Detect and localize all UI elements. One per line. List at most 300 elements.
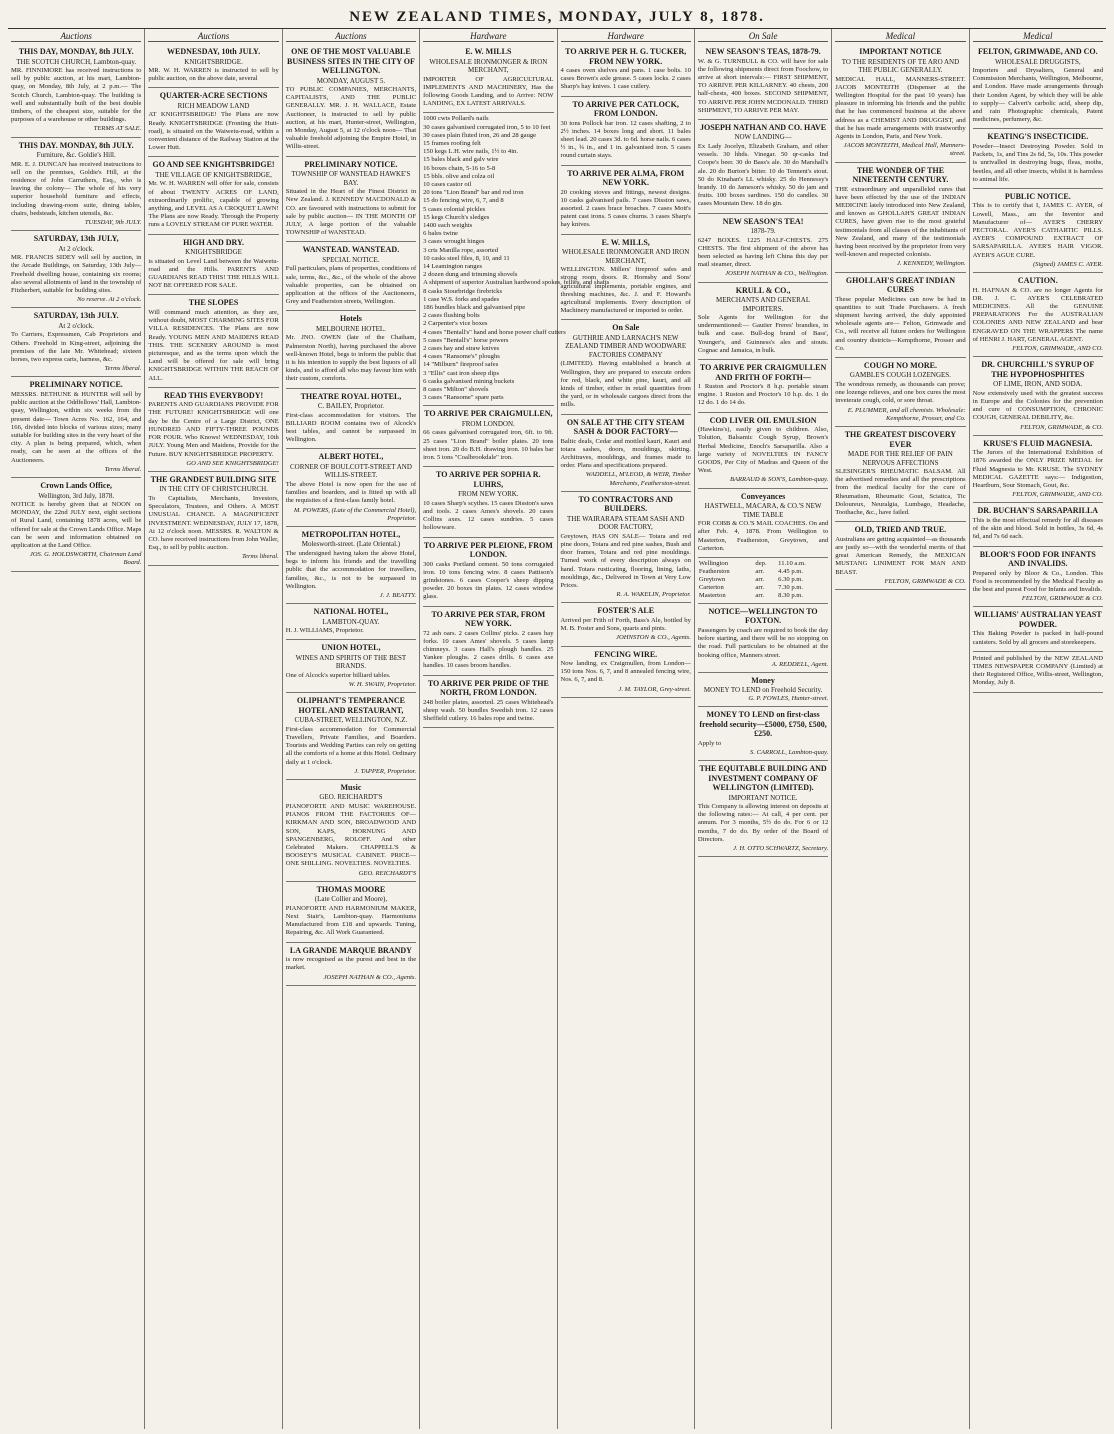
table-cell: Masterton	[698, 591, 726, 599]
table-row	[698, 592, 828, 600]
list-item: 2 dozen dung and trimming shovels	[423, 271, 518, 279]
ad-subtitle: CUBA-STREET, WELLINGTON, N.Z.	[294, 716, 408, 725]
ad-body: PIANOFORTE AND HARMONIUM MAKER, Next Stair's, Lambton-quay. Harmoniums Manufactured from £18 and upwards. Tuning, Repairing, &c. All Work Guaranteed.	[285, 904, 417, 937]
ad-subtitle: 1878-79.	[750, 227, 776, 236]
list-item: 4 cases "Bentall's" hand and horse power chaff cutters	[423, 328, 566, 336]
ad-body: Printed and published by the NEW ZEALAND TIMES NEWSPAPER COMPANY (Limited) at their Registered Office, Willis-street, Wellington, Monday, July 8.	[972, 654, 1103, 687]
ad-body: The wondrous remedy, as thousands can prove; one lozenge relieves, and one box cures the most inveterate cough, cold, or sore throat.	[835, 380, 966, 405]
ad-subtitle: LAMBTON-QUAY.	[322, 617, 380, 626]
list-item: 2 Carpenter's vice boxes	[423, 320, 488, 328]
ad-title: FELTON, GRIMWADE, AND CO.	[978, 47, 1098, 56]
advertisement	[561, 166, 691, 235]
ad-body: MR. FINNIMORE has received instructions to sell by public auction, at his mart, Lambton-quay, on Monday, 8th July, at 2 p.m.— The Scotch Church, Lambton-quay. The building is well and substantially built of the best double timbers, of the cheapest size, suitable for the purposes of a warehouse or other buildings.	[11, 67, 142, 124]
ad-signature: A. REDDELL, Agent.	[771, 660, 829, 668]
ad-body: Powder—Insect Destroying Powder. Sold in Packets, 1s, and Tins 2s 6d, 5s, 10s. This powder is unrivalled in destroying bugs, fleas, moths, beetles, and all other insects, whilst it is harmless to animal life.	[972, 142, 1103, 183]
advertisement	[561, 97, 691, 166]
advertisement	[561, 320, 691, 414]
table-cell: 11.10 a.m.	[778, 559, 806, 567]
column-header: Auctions	[148, 31, 278, 42]
ad-signature: R. A. WAKELIN, Proprietor.	[616, 591, 691, 599]
ad-title: THIS DAY, MONDAY, 8th JULY.	[18, 47, 134, 56]
ad-signature: FELTON, GRIMWADE & CO.	[1021, 595, 1103, 603]
ad-body: SLESINGER'S RHEUMATIC BALSAM. All the advertised remedies and all the prescriptions from the medical faculty for the cure of Rheumatism, Rheumatic Gout, Sciatica, Tic Doloureux, Neuralgia, Lumbago, Headache, Toothache, &c., have failed.	[835, 468, 966, 517]
list-item: 3 cases "Ransome" spare parts	[423, 394, 504, 402]
ad-body: MESSRS. BETHUNE & HUNTER will sell by public auction at the Oddfellows' Hall, Lambton-quay, Wellington, within six weeks from the present date— Town Acres No. 162, 164, and 166, divided into blocks of various sizes; many suitable for building sites in the very heart of the city. A plan is being prepared, which, when ready, can be seen at the offices of the Auctioneers.	[11, 390, 142, 464]
ad-signature: FELTON, GRIMWADE, AND CO.	[1012, 344, 1103, 352]
ad-body: To Carriers, Expressmen, Cab Proprietors and Others. Freehold in King-street, adjoining the premises of the late Mr. Whitehead; sixteen horses, two express carts, harness, &c.	[11, 331, 142, 364]
advertisement	[698, 44, 828, 120]
advertisement	[698, 761, 828, 857]
advertisement	[423, 607, 553, 676]
advertisement	[148, 295, 278, 387]
ad-title: Money	[751, 675, 775, 685]
advertisement	[561, 603, 691, 646]
advertisement	[973, 44, 1103, 129]
ad-body: THE extraordinary and unparalleled cures that have been effected by the use of the INDIAN MEDICINE lately introduced into New Zealand, and known as GHOLLAH'S GREAT INDIAN CURES, have given rise to the most grateful testimonials from all classes of the inhabitants of New Zealand, and many of the testimonials having been received by the proprietor from very well-known and respected colonists.	[835, 185, 966, 259]
table-row	[698, 568, 828, 576]
advertisement	[973, 357, 1103, 436]
ad-signature: J. H. OTTO SCHWARTZ, Secretary.	[733, 845, 829, 853]
advertisement	[698, 707, 828, 761]
advertisement	[698, 489, 828, 558]
ad-body: MR. FRANCIS SIDEY will sell by auction, in the Arcade Buildings, on Saturday, 13th July— Freehold dwelling house, containing six rooms; also several allotments of land in the township of Fitzherbert, suitable for building sites.	[11, 254, 142, 295]
list-item: A shipment of superior Australian hardwood spokes, fellies, and shafts	[423, 279, 610, 287]
ad-title: SATURDAY, 13th JULY.	[33, 311, 119, 321]
advertisement	[561, 492, 691, 604]
table-cell: Wellington	[698, 559, 729, 567]
list-item: 3 crts Manilla rope, assorted	[423, 246, 499, 254]
ad-body: Now landing, ex Craigmullen, from London— 150 tons Nos. 6, 7, and 8 annealed fencing wire, Nos. 6, 7, and 8.	[560, 660, 691, 684]
advertisement	[11, 231, 141, 308]
ad-title: THE EQUITABLE BUILDING AND INVESTMENT COMPANY OF WELLINGTON (LIMITED).	[699, 764, 827, 793]
advertisement	[423, 406, 553, 467]
ad-title: Music	[340, 782, 362, 792]
ad-title: DR. CHURCHILL'S SYRUP OF THE HYPOPHOSPHITES	[981, 360, 1095, 379]
ad-title: WANSTEAD. WANSTEAD.	[302, 245, 400, 255]
ad-body: To Capitalists, Merchants, Investors, Speculators, Trustees, and Others. A MOST UNUSUAL CHANCE. A MAGNIFICENT INVESTMENT. WEDNESDAY, JULY 17, 1878, At 12 o'clock noon. MESSRS. R. WALTON & CO. have received instructions from John Waller, Esq., to sell by public auction.	[148, 494, 279, 552]
ad-body: (Hawkins's), easily given to children. Also, Tolution, Balsamic Cough Syrup, Brown's Herbal Medicine, Enoch's Sarsaparilla. Also a large variety of NOVELTIES IN FANCY GOODS, Per City of Madras and Queen of the West.	[697, 426, 829, 475]
list-item: 3 "Ellis" cast iron sheep dips	[423, 369, 500, 377]
ad-body: Mr. W. H. WARREN will offer for sale, consists of about TWENTY ACRES OF LAND, extraordinarily prolific, capable of growing anything, and LEVEL AS A CROQUET LAWN! The Plans are now Ready. Through the Property runs a LOVELY STREAM OF PURE WATER.	[148, 180, 279, 229]
ad-subtitle: WINES AND SPIRITS OF THE BEST BRANDS.	[295, 653, 407, 671]
advertisement	[11, 478, 141, 572]
timetable-table	[698, 560, 828, 600]
newspaper-column	[970, 29, 1106, 1429]
advertisement	[561, 647, 691, 698]
advertisement	[423, 676, 553, 729]
ad-title: KEATING'S INSECTICIDE.	[987, 132, 1089, 142]
ad-title: THE GREATEST DISCOVERY EVER	[844, 430, 957, 449]
ad-title: THEATRE ROYAL HOTEL,	[300, 391, 402, 401]
ad-body: First-class accommodation for Commercial Travellers, Private Families, and Boarders. Tourists and Wedding Parties can rely on getting all the comforts of a home at this Hotel. Ordinary daily at 1 o'clock.	[285, 725, 417, 766]
ad-signature: GO AND SEE KNIGHTSBRIDGE!	[186, 459, 279, 467]
advertisement	[148, 44, 278, 88]
ad-title: NATIONAL HOTEL,	[313, 607, 389, 617]
list-item: 5 cases "Bentall's" horse powers	[423, 336, 509, 344]
list-item: 5 cases colonial pickles	[423, 205, 486, 213]
ad-title: Crown Lands Office,	[40, 481, 112, 491]
advertisement	[148, 235, 278, 296]
ad-title: PUBLIC NOTICE.	[1004, 191, 1071, 201]
table-row	[698, 560, 828, 568]
ad-subtitle: WHOLESALE IRONMONGER & IRON MERCHANT,	[429, 57, 548, 74]
ad-title: NEW SEASON'S TEA!	[722, 216, 804, 226]
ad-signature: M. POWERS, (Late of the Commercial Hotel), Proprietor.	[293, 506, 417, 522]
list-item: 4 cases "Ransome's" ploughs	[423, 353, 500, 361]
advertisement	[973, 189, 1103, 273]
advertisement	[286, 242, 416, 311]
ad-body: WELLINGTON. Millers' fireproof safes and strong room doors. R. Hornsby and Sons' agricultural implements, portable engines, and threshing machines, &c. J. and F. Howard's agricultural implements. Every description of Machinery manufactured or imported to order.	[560, 266, 691, 315]
ad-body: H. HAFNAN & CO. are no longer Agents for DR. J. C. AYER'S CELEBRATED MEDICINES. All the GENUINE PREPARATIONS For the AUSTRALIAN COLONIES AND NEW ZEALAND and bear ENGRAVED ON THE WRAPPERS The name of HENRI J. HART, GENERAL AGENT.	[972, 286, 1103, 343]
ad-signature: GEO. REICHARDT'S	[358, 869, 417, 877]
ad-body: 1 Ruston and Proctor's 8 h.p. portable steam engine. 1 Ruston and Proctor's 10 h.p. do. 1 do 12 do. 1 do 14 do.	[697, 383, 829, 407]
ad-title: GHOLLAH'S GREAT INDIAN CURES	[845, 275, 955, 295]
ad-body: Arrived per Frith of Forth, Bass's Ale, bottled by M. B. Foster and Sons, quarts and pints.	[560, 616, 691, 633]
advertisement	[561, 235, 691, 321]
ad-body: Mr. JNO. OWEN (late of the Chatham, Palmerston North), having purchased the above well-known Hotel, begs to inform the public that it is his intention to supply the best liquors of all kinds, and to afford all who may favour him with their custom, comforts.	[285, 334, 417, 383]
list-item: 6 bales twine	[423, 230, 458, 238]
ad-subtitle: TO THE RESIDENTS OF TE ARO AND THE PUBLIC GENERALLY.	[841, 57, 960, 74]
advertisement	[286, 157, 416, 243]
ad-body: FOR COBB & CO.'S MAIL COACHES. On and after Feb. 4, 1878. From Wellington to Masterton, Featherston, Greytown, and Carterton.	[697, 520, 829, 552]
ad-body: 20 cooking stoves and fittings, newest designs. 10 casks galvanised pails. 7 cases Disston saws, assorted. 2 cases brace broaches. 7 cases Mott's patent cast irons. 5 cases churns. 3 cases Sharp's hay knives.	[560, 188, 691, 229]
ad-signature: Terms liberal.	[241, 553, 279, 561]
ad-body: Passengers by coach are required to book the day before starting, and there will be no stopping on the road. Full particulars to be obtained at the booking office, Manners street.	[697, 626, 829, 659]
ad-title: WEDNESDAY, 10th JULY.	[167, 47, 261, 56]
ad-body: 300 casks Portland cement. 50 tons corrugated iron. 10 tons fencing wire. 8 cases Pattison's grindstones. 6 cases Cooper's sheep dipping powder. 20 boxes tin plates. 12 cases window glass.	[423, 560, 554, 601]
advertisement	[835, 522, 965, 590]
ad-title: UNION HOTEL,	[321, 643, 381, 653]
ad-title: HIGH AND DRY.	[183, 237, 245, 247]
advertisement	[286, 389, 416, 450]
list-item: 8 casks Stourbridge firebricks	[423, 287, 503, 295]
ad-title: THE SLOPES	[188, 298, 239, 308]
ad-subtitle: CORNER OF BOULCOTT-STREET AND WILLIS-STREET.	[289, 462, 412, 480]
ad-subtitle: THE SCOTCH CHURCH, Lambton-quay.	[16, 57, 137, 66]
advertisement	[423, 44, 553, 113]
ad-body: Full particulars, plans of properties, conditions of sale, terms, &c., &c., of the whole of the above valuable properties, can be obtained on application at the offices of the Auctioneers, Grey and Featherston streets, Wellington.	[285, 265, 417, 306]
ad-signature: BARRAUD & SON'S, Lambton-quay.	[729, 476, 829, 484]
ad-body: The Jurors of the International Exhibition of 1876 awarded the ONLY PRIZE MEDAL for Fluid Magnesia to Mr. KRUSE. The SYDNEY MEDICAL GAZETTE says:— Indigestion, Heartburn, Sour Stomach, Gout, &c.	[972, 449, 1103, 490]
advertisement	[423, 467, 553, 537]
list-item: 186 bundles black and galvanised pipe	[423, 303, 526, 311]
ad-body: 10 cases Sharp's scythes. 15 cases Disston's saws and tools. 2 cases Ames's shovels. 20 cases Collins axes. 12 cases sundries. 5 cases hollowware.	[423, 499, 554, 532]
table-cell: dep.	[755, 559, 767, 567]
masthead: NEW ZEALAND TIMES, MONDAY, JULY 8, 1878.	[8, 6, 1106, 29]
ad-body: Prepared only by Bloor & Co., London. This Food is recommended by the Medical Faculty as the best and purest Food for Infants and Invalids.	[972, 569, 1103, 593]
ad-signature: J. TAPPER, Proprietor.	[354, 767, 417, 775]
ad-subtitle: GAMBLE'S COUGH LOZENGES.	[849, 371, 951, 380]
ad-body: MR. E. J. DUNCAN has received instructions to sell on the premises, Goldie's Hill, at the residence of John Carruthers, Esq., who is leaving the colony— The whole of his very superior household furniture and effects, including drawing-room suite, dining tables, chairs, bedsteads, kitchen utensils, &c.	[11, 160, 142, 217]
ad-title: IMPORTANT NOTICE	[859, 47, 942, 56]
ad-signature: TUESDAY, 9th JULY.	[84, 219, 142, 227]
ad-title: THOMAS MOORE	[316, 884, 386, 894]
table-cell: arr.	[755, 591, 765, 599]
advertisement	[11, 44, 141, 138]
ad-title: OLIPHANT'S TEMPERANCE HOTEL AND RESTAURANT,	[296, 696, 405, 715]
table-row	[698, 576, 828, 584]
ad-subtitle: TOWNSHIP OF WANSTEAD HAWKE'S BAY.	[291, 170, 411, 187]
ad-title: Hotels	[340, 314, 362, 324]
advertisement	[835, 163, 965, 273]
ad-title: TO ARRIVE PER PRIDE OF THE NORTH, FROM LONDON.	[427, 678, 549, 698]
newspaper-column	[695, 29, 832, 1429]
ad-signature: JACOB MONTEITH, Medical Hall, Manners-street.	[843, 142, 966, 158]
table-cell: Carterton	[698, 583, 724, 591]
advertisement	[973, 652, 1103, 693]
advertisement	[973, 503, 1103, 546]
goods-list-items	[423, 115, 610, 402]
column-header: Hardware	[423, 31, 553, 42]
ad-body: This Company is allowing interest on deposits at the following rates:— At call, 4 per cent. per annum. For 3 months, 5½ do do. For 6 or 12 months, 7 do do. By order of the Board of Directors.	[697, 803, 829, 843]
ad-title: E. W. MILLS,	[601, 237, 650, 247]
ad-body: Now extensively used with the greatest success in Europe and the Colonies for the prevention and cure of CONSUMPTION, CHRONIC COUGH, GENERAL DEBILITY, &c.	[972, 389, 1103, 422]
advertisement	[148, 157, 278, 234]
ad-signature: JOHNSTON & CO., Agents.	[616, 634, 691, 642]
ad-title: NOTICE—WELLINGTON TO FOXTON.	[708, 606, 818, 626]
ad-body: Sole Agents for Wellington for the undermentioned:— Gautier Freres' brandies, in bulk and case. Bull-dog brand of Bass', Younger's, and Guinness's ales and stouts. Cognac and Jamaica, in bulk.	[697, 314, 829, 354]
columns-container	[8, 29, 1106, 1429]
column-header: On Sale	[698, 31, 828, 42]
ad-subtitle: IMPORTANT NOTICE.	[728, 793, 798, 802]
ad-body: (LIMITED). Having established a branch at Wellington, they are prepared to execute orders for red, black, and white pine, kauri, and all kinds of timber, either in retail quantities from the yard, or in wholesale cargoes direct from the mills.	[560, 360, 691, 409]
ad-title: CAUTION.	[1017, 276, 1058, 286]
ad-body: PIANOFORTE AND MUSIC WAREHOUSE. PIANOS FROM THE FACTORIES OF— KIRKMAN AND SON, BROADWOOD AND SON, KAPS, HORNUNG AND SPANGENBERG, ROLOFF. And other Celebrated Makers. CHAPPELL'S & BOOSEY'S MUSICAL CABINET. PRICE—ONE SHILLING. NOVELTIES. NOVELTIES.	[285, 802, 417, 868]
ad-title: Conveyances	[740, 491, 786, 501]
advertisement	[835, 44, 965, 163]
list-item: 30 cases plain fluted iron, 26 and 28 gauge	[423, 131, 537, 139]
ad-body: Ex Lady Jocelyn, Elizabeth Graham, and other vessels. 30 hhds. Vinegar. 50 qr-casks Ind Coope's beer. 30 do Bass's ale. 30 do Marshall's ale. 20 do Burton's bitter. 10 do Tennent's stout. 50 do Kinahan's LL whisky. 25 do Hennessy's brandy. 10 do Jameson's whisky. 50 do jam and fruits. 100 boxes sardines. 150 do candles. 30 cases Mountain Dew. 18 do gin.	[697, 142, 829, 208]
advertisement	[698, 283, 828, 361]
advertisement	[286, 527, 416, 604]
advertisement	[11, 377, 141, 478]
advertisement	[148, 88, 278, 157]
advertisement	[698, 214, 828, 283]
list-item: 3 cases wrought hinges	[423, 238, 485, 246]
ad-body: This is the most effectual remedy for all diseases of the skin and blood. Sold in bottles, 3s 6d, 4s 6d, and 7s 6d each.	[972, 516, 1103, 541]
advertisement	[286, 311, 416, 388]
ad-signature: JOSEPH NATHAN & CO., Wellington.	[725, 270, 829, 278]
ad-body: 66 cases galvanised corrugated iron, 6ft. to 9ft. 25 cases "Lion Brand" boiler plates. 20 tons sheet iron. 20 do B.H. drawing iron. 10 bales bar iron. 5 tons "Coalbrookdale" iron.	[423, 429, 554, 462]
advertisement	[11, 138, 141, 232]
advertisement	[286, 640, 416, 693]
ad-subtitle: THE WAIRARAPA STEAM SASH AND DOOR FACTORY,	[566, 514, 685, 532]
ad-title: JOSEPH NATHAN AND CO. HAVE	[699, 122, 827, 132]
advertisement	[423, 538, 553, 607]
ad-body: IMPORTER OF AGRICULTURAL IMPLEMENTS AND MACHINERY, Has the following Goods Landing, and to Arrive: NOW LANDING, EX LATEST ARRIVALS.	[423, 75, 554, 108]
ad-signature: No reserve. At 2 o'clock.	[76, 296, 142, 304]
ad-title: ALBERT HOTEL,	[318, 452, 384, 462]
list-item: 1000 cwts Pollard's nails	[423, 115, 489, 123]
ad-body: MEDICAL HALL, MANNERS-STREET. JACOB MONTEITH (Dispenser at the Wellington Hospital for the past 10 years) has pleasure in informing his friends and the public that he has commenced business at the above address as a CHEMIST AND DRUGGIST, and that he has made arrangements with trustworthy Agents in London, Paris, and New York.	[835, 75, 966, 140]
ad-title: DR. BUCHAN'S SARSAPARILLA	[977, 506, 1099, 516]
ad-signature: (Signed) JAMES C. AYER.	[1032, 260, 1103, 268]
ad-subtitle: OF LIME, IRON, AND SODA.	[993, 380, 1083, 389]
ad-title: KRULL & CO.,	[735, 285, 791, 295]
ad-title: NEW SEASON'S TEAS, 1878-79.	[705, 47, 821, 56]
ad-signature: G. P. FOWLES, Hunter-street.	[748, 694, 829, 702]
table-cell: arr.	[755, 583, 765, 591]
ad-subtitle: HASTWELL, MACARA, & CO.'S NEW TIME TABLE	[704, 502, 822, 519]
ad-title: THIS DAY. MONDAY, 8th JULY.	[18, 140, 134, 150]
ad-subtitle: Wellington, 3rd July, 1878.	[38, 491, 115, 500]
ad-subtitle: KNIGHTSBRIDGE.	[184, 57, 243, 66]
goods-list	[423, 113, 610, 406]
ad-title: ONE OF THE MOST VALUABLE BUSINESS SITES IN THE CITY OF WELLINGTON.	[287, 47, 415, 75]
ad-title: On Sale	[612, 323, 640, 333]
list-item: 15 frames roofing felt	[423, 139, 481, 147]
ad-body: 6247 BOXES. 1225 HALF-CHESTS. 275 CHESTS. The first shipment of the above has been selected as having left China this day per mail steamer, direct.	[697, 236, 829, 269]
ad-title: TO ARRIVE PER STAR, FROM NEW YORK.	[431, 609, 546, 629]
list-item: 10 casks steel files, 8, 10, and 11	[423, 254, 510, 262]
list-item: 15 bbls. olive and colza oil	[423, 172, 495, 180]
ad-subtitle: C. BAILEY, Proprietor.	[317, 402, 385, 411]
ad-body: These popular Medicines can now be had in quantities to suit Trade Purchasers. A fresh shipment having arrived, the duly appointed wholesale agents are— Felton, Grimwade and Co., will receive all future orders for Wellington and country districts—Kempthorne, Prosser and Co.	[835, 295, 966, 352]
ad-signature: Terms liberal.	[104, 365, 142, 373]
ad-body: First-class accommodation for visitors. The BILLIARD ROOM contains two of Alcock's best tables, and cannot be surpassed in Wellington.	[285, 411, 417, 444]
advertisement	[835, 358, 965, 427]
list-item: 1400 each weights	[423, 221, 473, 229]
table-row	[698, 584, 828, 592]
ad-body: Will command much attention, as they are, without doubt, MOST CHARMING SITES FOR VILLA RESIDENCES. The Plans are now Ready. YOUNG MEN AND MAIDENS READ THIS. THE SCENERY AROUND is most picturesque, and as the terms upon which the Land will be offered for sale will bring KNIGHTSBRIDGE WITHIN THE REACH OF ALL.	[148, 308, 279, 382]
ad-body: H. J. WILLIAMS, Proprietor.	[285, 627, 364, 635]
ad-subtitle: (Late Collier and Moore),	[314, 895, 388, 904]
advertisement	[973, 129, 1103, 189]
ad-body: Greytown, HAS ON SALE— Totara and red pine doors, Totara and red pine sashes, Bush and door frames, Totara and red pine mouldings. Turned work of every description always on hand. Totara rusticating, flooring, lining, laths, mouldings, &c., Delivered in Town at Very Low Prices.	[560, 532, 691, 590]
ad-body: MR. W. H. WARREN is instructed to sell by public auction, on the above date, several	[148, 67, 279, 83]
list-item: 20 tons "Lion Brand" bar and rod iron	[423, 189, 524, 197]
list-item: 15 do fencing wire, 6, 7, and 8	[423, 197, 504, 205]
list-item: 16 boxes chain, 5-16 to 5-8	[423, 164, 496, 172]
advertisement	[973, 547, 1103, 608]
ad-title: TO CONTRACTORS AND BUILDERS.	[578, 494, 673, 514]
ad-title: METROPOLITAN HOTEL,	[301, 529, 401, 539]
ad-subtitle: MELBOURNE HOTEL.	[315, 324, 386, 333]
ad-subtitle: Furniture, &c. Goldie's Hill.	[36, 151, 116, 160]
list-item: 6 casks galvanised mining buckets	[423, 377, 515, 385]
ad-signature: JOS. G. HOLDSWORTH, Chairman Land Board.	[29, 551, 142, 567]
ad-title: TO ARRIVE PER CRAIGMULLEN,	[424, 409, 553, 419]
ad-title: TO ARRIVE PER SOPHIA R. LUHRS,	[436, 470, 541, 489]
ad-subtitle: WHOLESALE IRONMONGER AND IRON MERCHANT,	[562, 248, 690, 265]
ad-title: E. W. MILLS	[465, 47, 512, 56]
advertisement	[561, 44, 691, 97]
advertisement	[286, 604, 416, 640]
list-item: 30 cases galvanised corrugated iron, 5 to 10 feet	[423, 123, 551, 131]
advertisement	[698, 360, 828, 413]
advertisement	[698, 673, 828, 707]
list-item: 150 kegs L.H. wire nails, 1½ to 4in.	[423, 148, 518, 156]
ad-body: 4 cases oven shelves and pans. 1 case bolts. 10 cases Brown's axle grease. 5 cases locks. 2 cases Sharp's hay knives. 1 case cutlery.	[560, 67, 691, 91]
ad-subtitle: MERCHANTS AND GENERAL IMPORTERS.	[716, 296, 811, 313]
ad-body: is now recognised as the purest and best in the market.	[285, 956, 417, 972]
ad-subtitle: MONDAY, AUGUST 5.	[316, 76, 386, 85]
ad-body: NOTICE is hereby given that at NOON on MONDAY, the 22nd JULY next, eight sections of Rural Land, containing 1878 acres, will be offered for sale at the Crown Lands Office. Maps can be seen and information obtained on application at the Land Office.	[11, 501, 142, 550]
ad-subtitle: GEO. REICHARDT'S	[319, 793, 383, 802]
ad-body: 248 boiler plates, assorted. 25 cases Whitehead's sheep wash. 50 bundles Swedish iron. 12 cases Sheffield cutlery. 16 bales rope and twine.	[423, 698, 554, 722]
ad-body: The undersigned having taken the above Hotel, begs to inform his friends and the travelling public that the accommodation for travellers, families, &c., is not to be surpassed in Wellington.	[285, 549, 417, 590]
ad-body: This is to certify that I, JAMES C. AYER, of Lowell, Mass., am the Inventor and Manufacturer of— AYER'S CHERRY PECTORAL. AYER'S CATHARTIC PILLS. AYER'S COMPOUND EXTRACT OF SARSAPARILLA. AYER'S HAIR VIGOR. AYER'S AGUE CURE.	[972, 202, 1103, 259]
list-item: 10 cases castor oil	[423, 180, 472, 188]
ad-subtitle: WHOLESALE DRUGGISTS,	[995, 57, 1081, 66]
advertisement	[286, 44, 416, 157]
newspaper-column	[283, 29, 420, 1429]
ad-title: ON SALE AT THE CITY STEAM SASH & DOOR FACTORY—	[566, 417, 685, 437]
ad-body: is situated on Level Land between the Waiwetu-road and the Hills. PARENTS AND GUARDIANS READ THIS! THE HILLS WILL NOT BE OFFERED FOR SALE.	[148, 257, 279, 290]
advertisement	[973, 607, 1103, 651]
table-cell: arr.	[755, 575, 765, 583]
ad-title: TO ARRIVE PER ALMA, FROM NEW YORK.	[567, 168, 685, 188]
advertisement	[148, 472, 278, 566]
advertisement	[835, 273, 965, 358]
ad-title: TO ARRIVE PER CATLOCK, FROM LONDON.	[572, 99, 679, 119]
ad-title: TO ARRIVE PER PLEIONE, FROM LONDON.	[423, 540, 553, 560]
column-header: Medical	[973, 31, 1103, 42]
ad-body: Situated in the Heart of the Finest District in New Zealand. J. KENNEDY MACDONALD & CO. are favoured with instructions to submit for sale by public auction— IN THE MONTH OF JULY, A large portion of the valuable TOWNSHIP of WANSTEAD.	[285, 188, 417, 237]
ad-signature: J. J. BEATTY.	[379, 591, 417, 599]
advertisement	[698, 120, 828, 214]
ad-body: The above Hotel is now open for the use of families and boarders, and is fitted up with all the requisites of a first-class family hotel.	[285, 480, 417, 505]
ad-subtitle: RICH MEADOW LAND	[177, 101, 250, 110]
advertisement	[973, 436, 1103, 504]
ad-subtitle: GUTHRIE AND LARNACH'S NEW ZEALAND TIMBER AND WOODWARE FACTORIES COMPANY	[565, 333, 687, 359]
ad-title: GO AND SEE KNIGHTSBRIDGE!	[152, 160, 275, 170]
advertisement	[286, 693, 416, 780]
ad-subtitle: NOW LANDING—	[734, 133, 792, 142]
ad-body: Australians are getting acquainted—as thousands are justly so—with the wonderful merits of that great American Remedy, the MEXICAN MUSTANG LINIMENT FOR MAN AND BEAST.	[835, 535, 966, 576]
ad-title: FOSTER'S ALE	[597, 606, 655, 616]
advertisement	[561, 415, 691, 492]
ad-subtitle: Molesworth-street. (Late Oriental.)	[301, 540, 401, 549]
table-cell: 8.30 p.m.	[778, 591, 804, 599]
ad-subtitle: THE VILLAGE OF KNIGHTSBRIDGE,	[155, 170, 272, 179]
ad-subtitle: KNIGHTSBRIDGE	[185, 248, 242, 257]
ad-signature: WADDELL, M'LEOD, & WEIR, Timber Merchants, Featherston-street.	[585, 471, 691, 487]
advertisement	[286, 882, 416, 943]
ad-signature: FELTON, GRIMWADE, AND CO.	[1012, 491, 1103, 499]
ad-body: 72 ash oars. 2 cases Collins' picks. 2 cases hay forks. 10 cases Ames' shovels. 5 cases lamp chimneys. 3 cases Hall's plough handles. 25 Yankee ploughs. 2 cases drills. 6 cases axe handles. 10 cases broom handles.	[423, 629, 554, 670]
ad-signature: W. H. SWAIN, Proprietor.	[348, 681, 417, 689]
ad-title: PRELIMINARY NOTICE.	[304, 159, 398, 169]
ad-title: SATURDAY, 13th JULY,	[33, 234, 119, 244]
newspaper-column	[8, 29, 145, 1429]
advertisement	[973, 273, 1103, 357]
ad-body: W. & G. TURNBULL & CO. will have for sale the following shipments direct from Foochow, to arrive at short intervals:— FIRST SHIPMENT, TO ARRIVE PER KILLARNEY. 40 chests, 200 half-chests, 400 boxes. SECOND SHIPMENT, TO ARRIVE PER JOHN MCDONALD. THIRD SHIPMENT, TO ARRIVE PER MAY.	[697, 57, 829, 114]
newspaper-column	[420, 29, 610, 1429]
ad-body: TO PUBLIC COMPANIES, MERCHANTS, CAPITALISTS, AND THE PUBLIC GENERALLY. MR. J. H. WALLACE, Estate Auctioneer, is instructed to sell by public auction, at his mart, Hunter-street, Wellington, on Monday, August 5, at 12 o'clock noon— That valuable freehold adjoining the Empire Hotel, in Willis-street.	[285, 86, 417, 151]
advertisement	[286, 449, 416, 527]
ad-title: THE WONDER OF THE NINETEENTH CENTURY.	[852, 165, 949, 185]
column-header: Auctions	[11, 31, 141, 42]
column-header: Medical	[835, 31, 965, 42]
ad-body: Baltic deals, Cedar and mottled kauri, Kauri and totara sashes, doors, mouldings, skirting. Architraves, mouldings, and frames made to order. Plans and specifications prepared.	[560, 437, 691, 470]
ad-subtitle: At 2 o'clock.	[58, 321, 95, 330]
advertisement	[11, 308, 141, 377]
ad-title: LA GRANDE MARQUE BRANDY	[289, 945, 412, 955]
ad-subtitle: FROM LONDON.	[461, 419, 515, 428]
ad-signature: S. CARROLL, Lambton-quay.	[750, 748, 829, 756]
ad-title: OLD, TRIED AND TRUE.	[854, 525, 947, 535]
ad-signature: E. PLUMMER, and all chemists. Wholesale: Kempthorne, Prosser, and Co.	[847, 406, 966, 422]
table-cell: 6.30 p.m.	[778, 575, 804, 583]
ad-body: One of Alcock's superior billiard tables.	[285, 671, 391, 679]
list-item: 14 "Milburn" fireproof safes	[423, 361, 499, 369]
ad-subtitle: At 2 o'clock.	[58, 244, 95, 253]
ad-subtitle: SPECIAL NOTICE.	[322, 255, 380, 264]
table-cell: 4.45 p.m.	[778, 567, 804, 575]
ad-signature: FELTON, GRIMWADE & CO.	[884, 577, 966, 585]
ad-subtitle: FROM NEW YORK.	[458, 490, 519, 499]
